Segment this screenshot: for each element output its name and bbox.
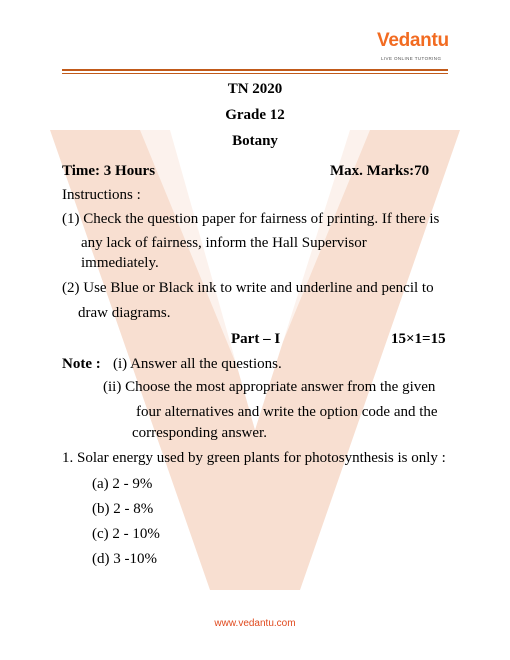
note-line-2: (ii) Choose the most appropriate answer from the given (103, 379, 436, 395)
question-1-option-d: (d) 3 -10% (92, 551, 157, 567)
instructions-heading: Instructions : (62, 187, 141, 203)
exam-max-marks: Max. Marks:70 (330, 163, 430, 179)
header-rule-thick (62, 69, 448, 71)
instruction-1-line-2: any lack of fairness, inform the Hall Supervisor (81, 235, 367, 251)
note-line-1: (i) Answer all the questions. (113, 356, 282, 372)
instruction-2-line-2: draw diagrams. (78, 305, 171, 321)
logo-tagline: LIVE ONLINE TUTORING (381, 56, 442, 61)
exam-grade: Grade 12 (225, 107, 285, 123)
exam-title: TN 2020 (227, 81, 283, 97)
exam-subject: Botany (232, 133, 278, 149)
note-line-3: four alternatives and write the option code and the (136, 404, 438, 420)
exam-time: Time: 3 Hours (62, 163, 156, 179)
logo-wordmark: Vedantu (377, 30, 449, 51)
header-rule-thin (62, 73, 448, 74)
footer-url[interactable]: www.vedantu.com (214, 618, 296, 629)
question-1-text: 1. Solar energy used by green plants for photosynthesis is only : (62, 450, 446, 466)
instruction-1-line-3: immediately. (81, 255, 159, 271)
note-label: Note : (62, 356, 101, 372)
question-1-option-a: (a) 2 - 9% (92, 476, 153, 492)
instruction-2-line-1: (2) Use Blue or Black ink to write and underline and pencil to (62, 280, 434, 296)
note-line-4: corresponding answer. (132, 425, 267, 441)
instruction-1-line-1: (1) Check the question paper for fairness of printing. If there is (62, 211, 440, 227)
part-label: Part – I (231, 331, 281, 347)
part-marks: 15×1=15 (391, 331, 446, 347)
question-1-option-b: (b) 2 - 8% (92, 501, 154, 517)
vedantu-logo (377, 30, 463, 70)
question-1-option-c: (c) 2 - 10% (92, 526, 160, 542)
